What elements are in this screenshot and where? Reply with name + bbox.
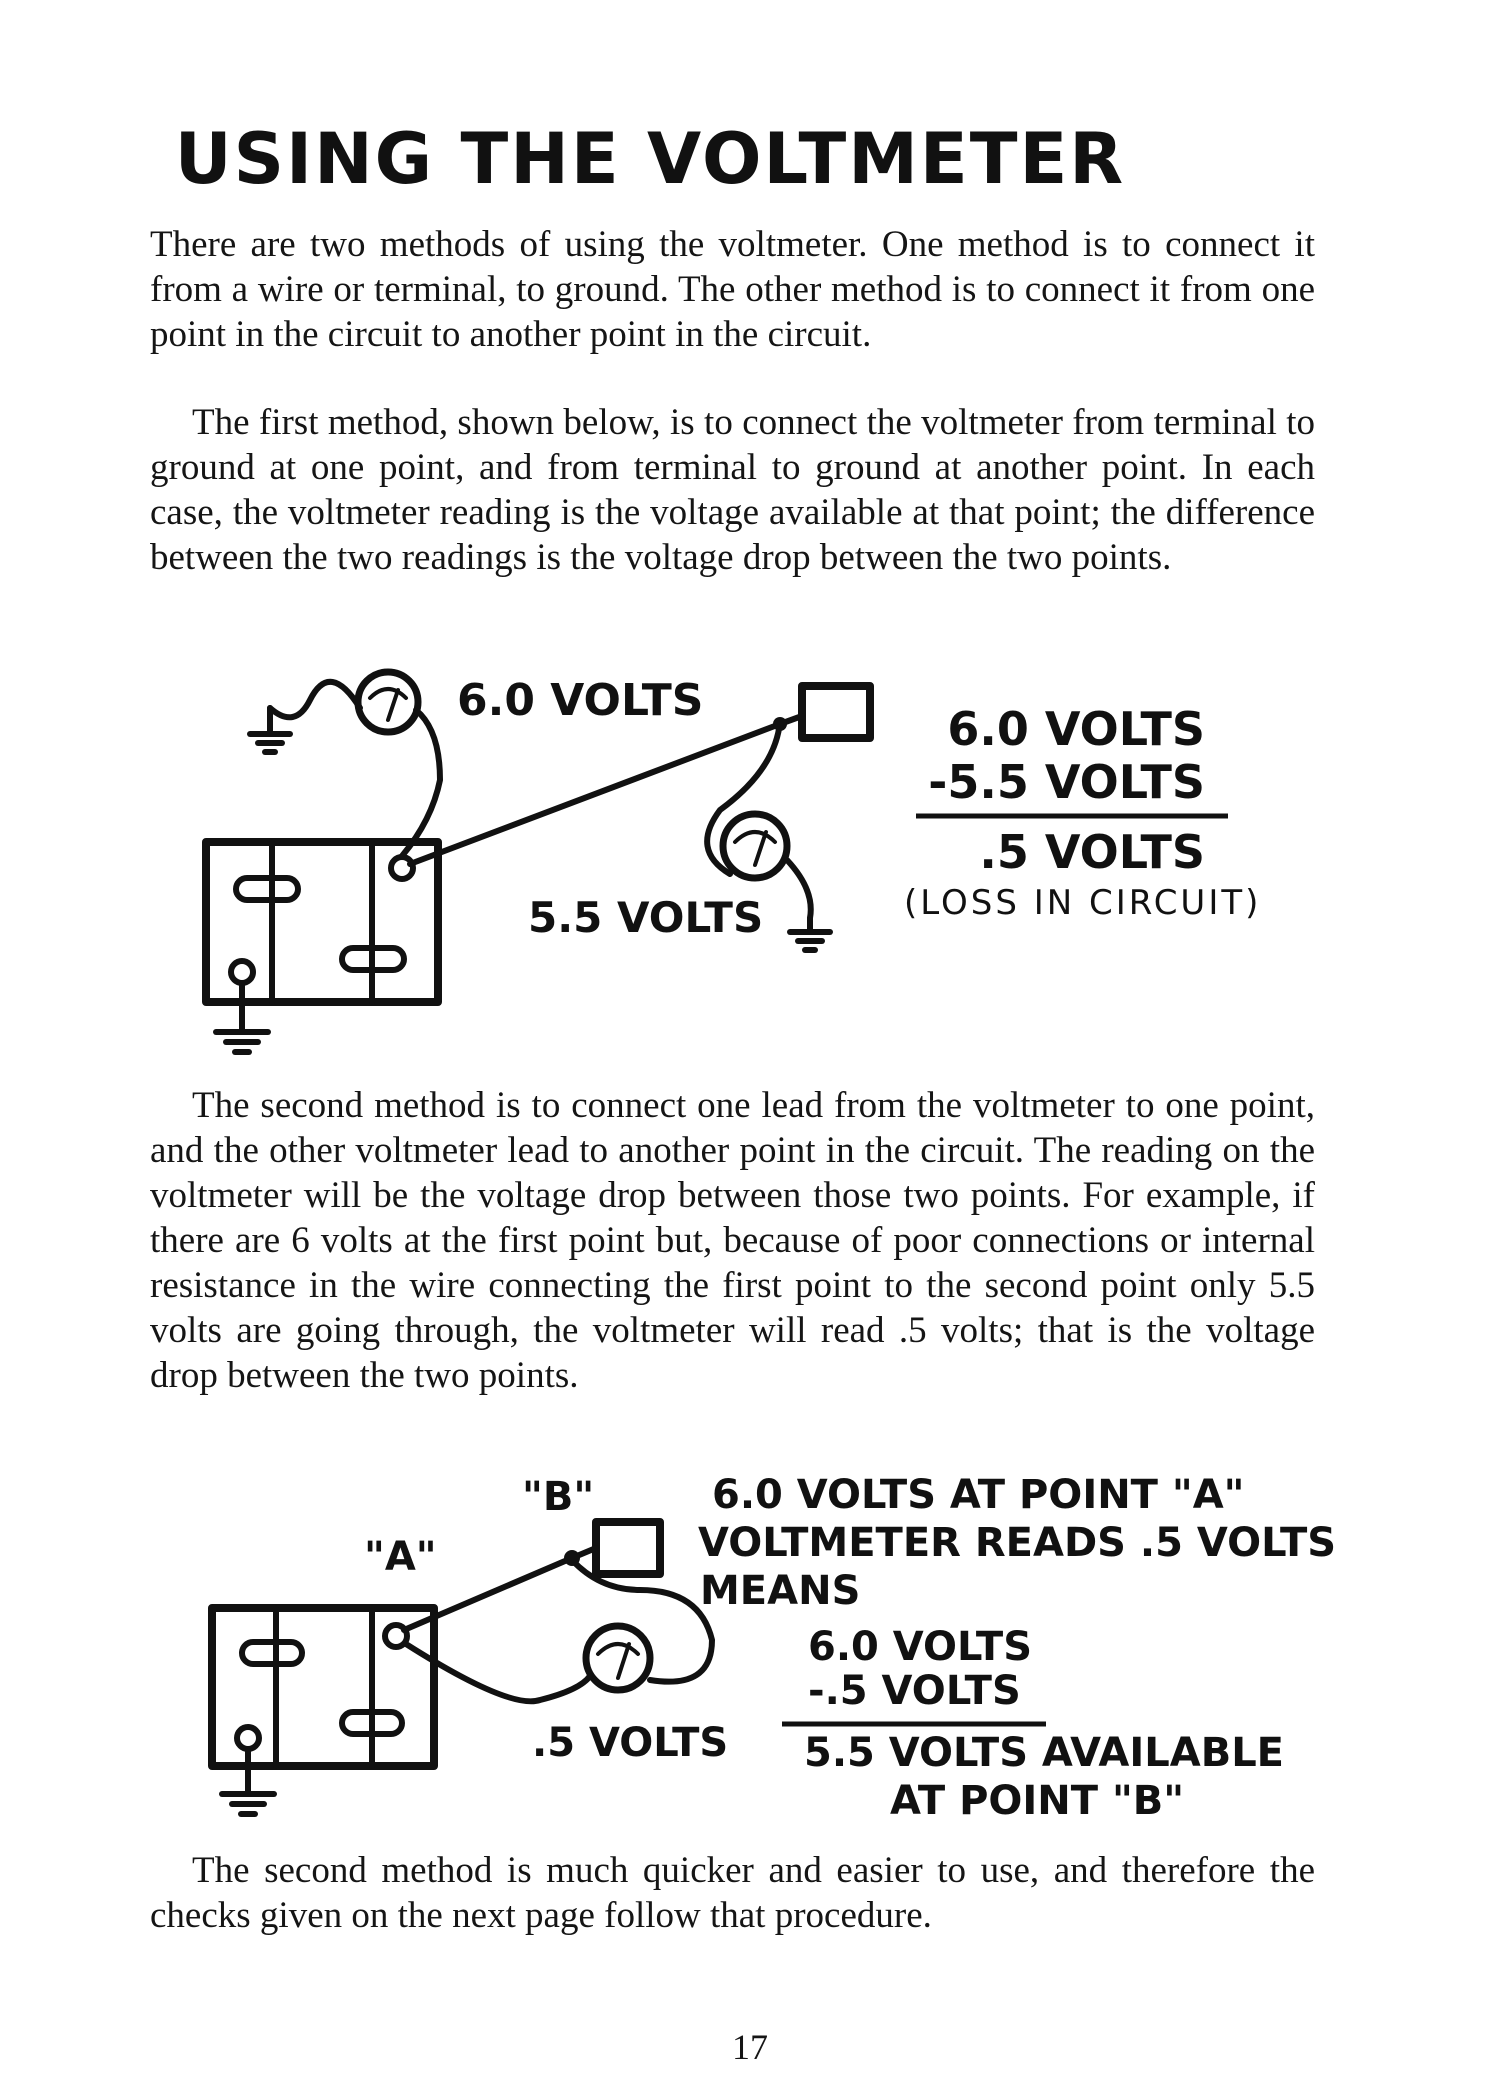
page-title: USING THE VOLTMETER bbox=[174, 118, 1126, 200]
explain-line-2: VOLTMETER READS .5 VOLTS bbox=[698, 1520, 1337, 1566]
calc-line-1: 6.0 VOLTS bbox=[808, 1624, 1033, 1670]
page-number: 17 bbox=[732, 2027, 768, 2067]
point-b-label: "B" bbox=[522, 1474, 595, 1520]
voltmeter-icon bbox=[406, 1560, 712, 1701]
battery-icon bbox=[206, 842, 438, 1002]
battery-ground-icon bbox=[216, 1032, 268, 1052]
meter-reading-label: .5 VOLTS bbox=[532, 1720, 729, 1766]
voltmeter-1-icon bbox=[250, 672, 440, 856]
point-a-label: "A" bbox=[364, 1534, 437, 1580]
meter-1-reading-label: 6.0 VOLTS bbox=[457, 675, 704, 726]
second-method-diagram bbox=[0, 1440, 1500, 1840]
battery-icon bbox=[212, 1608, 434, 1766]
meter-2-reading-label: 5.5 VOLTS bbox=[528, 893, 764, 942]
first-method-diagram bbox=[0, 650, 1500, 1070]
intro-paragraph: There are two methods of using the voltmeter. One method is to connect it from a wire or terminal, to ground. The other method is to connect it from one point in the circuit to another point in the circuit. bbox=[150, 224, 1315, 355]
conclusion-paragraph: The second method is much quicker and easier to use, and therefore the checks given on the next page follow that procedure. bbox=[150, 1850, 1315, 1936]
first-method-svg bbox=[0, 650, 1500, 1070]
explain-line-1: 6.0 VOLTS AT POINT "A" bbox=[712, 1472, 1245, 1518]
first-method-paragraph: The first method, shown below, is to connect the voltmeter from terminal to ground at one point, and from terminal to ground at another point. In each case, the voltmeter reading is the voltage available at that point; the difference between the two readings is the voltage drop between the two points. bbox=[150, 402, 1315, 578]
explain-line-3: MEANS bbox=[700, 1568, 861, 1614]
second-method-paragraph: The second method is to connect one lead from the voltmeter to one point, and the other voltmeter lead to another point in the circuit. The reading on the voltmeter will be the voltage drop between those two points. For example, if there are 6 volts at the first point but, because of poor connections or internal resistance in the wire connecting the first point to the second point only 5.5 volts are going through, the voltmeter will read .5 volts; that is the voltage drop between the two points. bbox=[150, 1085, 1315, 1396]
calc-result-line-1: 5.5 VOLTS AVAILABLE bbox=[804, 1730, 1284, 1776]
load-icon bbox=[596, 1522, 660, 1574]
calc-note: (LOSS IN CIRCUIT) bbox=[904, 883, 1262, 923]
calc-line-2: -.5 VOLTS bbox=[808, 1668, 1021, 1714]
calc-line-2: -5.5 VOLTS bbox=[928, 755, 1205, 809]
calc-result-line-2: AT POINT "B" bbox=[890, 1778, 1185, 1824]
battery-ground-icon bbox=[222, 1794, 274, 1814]
calc-result: .5 VOLTS bbox=[979, 825, 1205, 879]
calc-line-1: 6.0 VOLTS bbox=[947, 702, 1205, 756]
second-method-svg bbox=[0, 1440, 1500, 1840]
load-icon bbox=[802, 686, 870, 738]
